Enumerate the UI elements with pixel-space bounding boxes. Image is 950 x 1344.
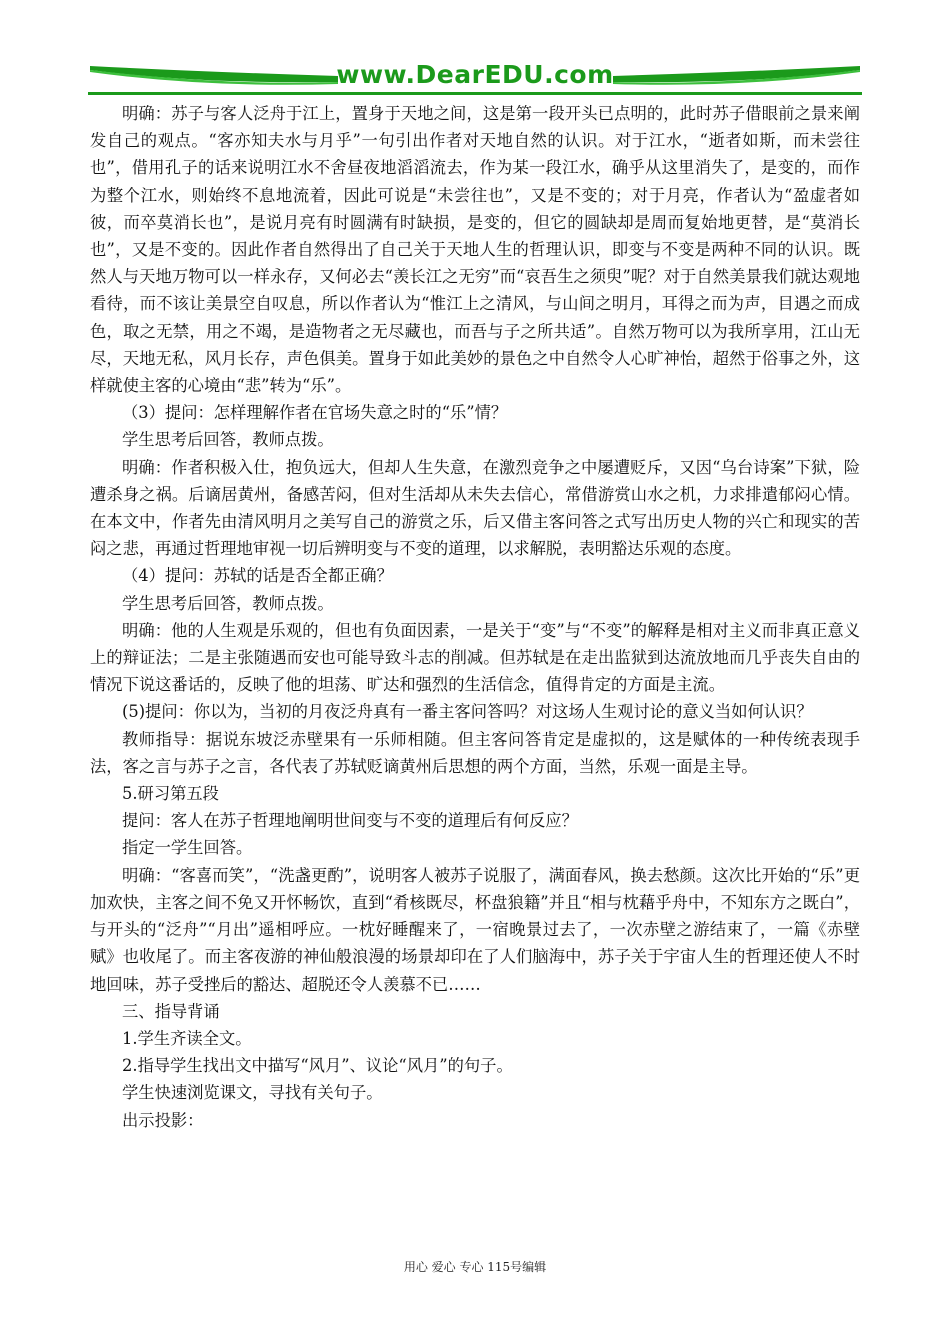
document-body [90,100,860,1134]
section-heading: 5.研习第五段 [122,784,219,804]
paragraph: 明确：作者积极入仕，抱负远大，但却人生失意，在激烈竞争之中屡遭贬斥，又因“乌台诗案”下狱，险遭杀身之祸。后谪居黄州，备感苦闷，但对生活却从未失去信心，常借游赏山水之机，力求排遣郁闷心情。在本文中，作者先由清风明月之美写自己的游赏之乐，后又借主客问答之式写出历史人物的兴亡和现实的苦闷之悲，再通过哲理地审视一切后辨明变与不变的道理，以求解脱，表明豁达乐观的态度。 [90,457,860,559]
paragraph: （3）提问：怎样理解作者在官场失意之时的“乐”情？ [122,403,508,423]
paragraph: 明确：“客喜而笑”，“洗盏更酌”，说明客人被苏子说服了，满面春风，换去愁颜。这次比开始的“乐”更加欢快，主客之间不免又开怀畅饮，直到“肴核既尽，杯盘狼籍”并且“相与枕藉乎舟中，不知东方之既白”，与开头的“泛舟”“月出”遥相呼应。一枕好睡醒来了，一宿晚景过去了，一次赤壁之游结束了，一篇《赤壁赋》也收尾了。而主客夜游的神仙般浪漫的场景却印在了人们脑海中，苏子关于宇宙人生的哲理还使人不时地回味，苏子受挫后的豁达、超脱还令人羡慕不已…… [90,865,860,994]
paragraph: (5)提问：你以为，当初的月夜泛舟真有一番主客问答吗？对这场人生观讨论的意义当如何认识？ [122,702,813,722]
site-header [88,56,862,100]
paragraph: 出示投影： [122,1110,204,1130]
paragraph: 学生思考后回答，教师点拨。 [122,430,334,450]
site-logo-text[interactable]: www.DearEDU.com [336,60,614,89]
paragraph: 学生快速浏览课文，寻找有关句子。 [122,1083,383,1103]
paragraph: 提问：客人在苏子哲理地阐明世间变与不变的道理后有何反应？ [122,811,578,831]
paragraph: 1.学生齐读全文。 [122,1028,252,1048]
section-heading: 三、指导背诵 [122,1001,220,1021]
page-footer: 用心 爱心 专心 115号编辑 [403,1260,547,1274]
paragraph: （4）提问：苏轼的话是否全都正确？ [122,566,393,586]
paragraph: 明确：他的人生观是乐观的，但也有负面因素，一是关于“变”与“不变”的解释是相对主义而非真正意义上的辩证法；二是主张随遇而安也可能导致斗志的削减。但苏轼是在走出监狱到达流放地而几乎丧失自由的情况下说这番话的，反映了他的坦荡、旷达和强烈的生活信念，值得肯定的方面是主流。 [90,620,860,695]
paragraph: 指定一学生回答。 [122,838,253,858]
paragraph: 明确：苏子与客人泛舟于江上，置身于天地之间，这是第一段开头已点明的，此时苏子借眼前之景来阐发自己的观点。“客亦知夫水与月乎”一句引出作者对天地自然的认识。对于江水，“逝者如斯，而未尝往也”，借用孔子的话来说明江水不舍昼夜地滔滔流去，作为某一段江水，确乎从这里消失了，是变的，而作为整个江水，则始终不息地流着，因此可说是“未尝往也”，又是不变的；对于月亮，作者认为“盈虚者如彼，而卒莫消长也”，是说月亮有时圆满有时缺损，是变的，但它的圆缺却是周而复始地更替，是“莫消长也”，又是不变的。因此作者自然得出了自己关于天地人生的哲理认识，即变与不变是两种不同的认识。既然人与天地万物可以一样永存，又何必去“羡长江之无穷”而“哀吾生之须臾”呢？对于自然美景我们就达观地看待，而不该让美景空自叹息，所以作者认为“惟江上之清风，与山间之明月，耳得之而为声，目遇之而成色，取之无禁，用之不竭，是造物者之无尽藏也，而吾与子之所共适”。自然万物可以为我所享用，江山无尽，天地无私，风月长存，声色俱美。置身于如此美妙的景色之中自然令人心旷神怡，超然于俗事之外，这样就使主客的心境由“悲”转为“乐”。 [90,104,860,396]
paragraph: 教师指导：据说东坡泛赤壁果有一乐师相随。但主客问答肯定是虚拟的，这是赋体的一种传统表现手法，客之言与苏子之言，各代表了苏轼贬谪黄州后思想的两个方面，当然，乐观一面是主导。 [90,729,860,776]
paragraph: 学生思考后回答，教师点拨。 [122,593,334,613]
paragraph: 2.指导学生找出文中描写“风月”、议论“风月”的句子。 [122,1056,513,1076]
